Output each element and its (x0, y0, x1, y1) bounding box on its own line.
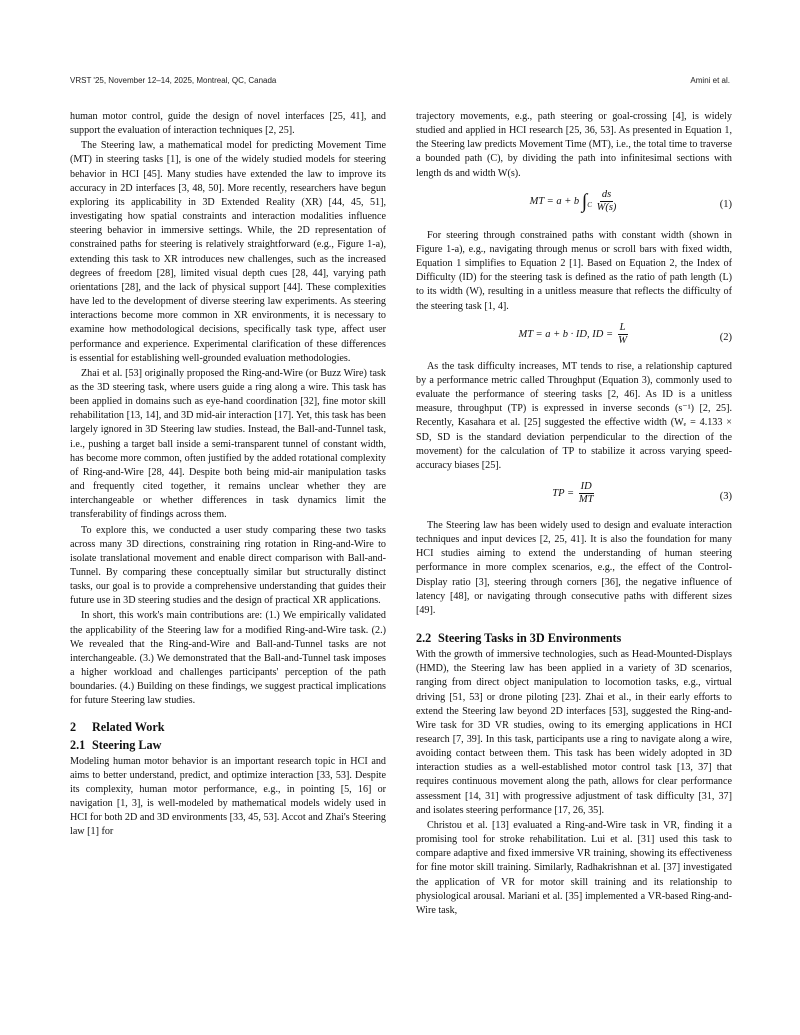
paragraph: Zhai et al. [53] originally proposed the Ring-and-Wire (or Buzz Wire) task as the 3D steering task, where users guide a ring along a wire. This task has been applied in domains such as eye-hand coordination [32], fine motor skill rehabilitation [13, 14], and 3D mid-air interaction [17]. Yet, this task has been largely ignored in 3D Steering law studies. Instead, the Ball-and-Tunnel task, i.e., pushing a target ball inside a semi-transparent tunnel of constant width, has become more common, often justified by the added rotational complexity of Ring-and-Wire [28, 44]. Despite both being mid-air manipulation tasks and frequently cited together, it remains unclear whether they are interchangeable or whether differences in task dynamics limit the transferability of findings across them. (70, 367, 386, 521)
subsection-heading (416, 630, 732, 646)
subsection-heading (70, 737, 386, 753)
paragraph: With the growth of immersive technologies, such as Head-Mounted-Displays (HMD), the Steering law has been applied in a variety of 3D scenarios, ranging from direct object manipulation to locomotion tasks, e.g., virtual driving [51, 53] or drone piloting [23]. Zhai et al., in their early efforts to extend the Steering law beyond 2D interfaces [53], suggested the Ring-and-Wire task for 3D VR studies, owing to its emerging applications in HCI research [7, 39]. In this task, participants use a ring to navigate along a wire, avoiding contact between them. This task has been widely adopted in 3D interaction studies as a well-established motor control task [13, 37] that requires continuous movement along the path, allows for clear performance assessment [14, 31] with progressive adjustment of task difficulty [31, 37] and isolates steering performance [17, 26, 35]. (416, 649, 732, 816)
paragraph: To explore this, we conducted a user study comparing these two tasks across many 3D directions, constraining ring rotation in Ring-and-Wire to isolate translational movement and enable direct comparison with Ball-and-Tunnel. By comparing these conceptually similar but structurally distinct tasks, our goal is to provide a comprehensive understanding that guides their future use in 3D steering studies and the design of practical XR applications. (70, 524, 386, 607)
section-title: Related Work (92, 719, 165, 734)
equation-number: (3) (719, 490, 732, 502)
running-header (70, 76, 730, 90)
paragraph: The Steering law, a mathematical model for predicting Movement Time (MT) in steering tasks [1], is one of the widely studied models for steering behavior in HCI [45]. Many studies have extended the law to improve its accuracy in 2D interfaces [3, 48, 50]. More recently, researchers have begun exploring its applicability in 3D Extended Reality (XR) [44, 45, 51], investigating how spatial constraints and interaction modalities influence steering behavior in immersive settings. While, the 2D representation of constrained paths for steering is relatively straightforward (e.g., Figure 1-a), extending this task to XR introduces new challenges, such as the increased degrees of freedom [28], limited visual depth cues [28, 44], varying path orientations [28], and the lack of physical support [44]. These complexities have led to the development of diverse steering law experiments. As steering interactions become more common in XR environments, it is necessary to examine how methodological decisions, specifically task type, affect user performance and experience. Experimental clarification of these differences is essential for establishing well-grounded evaluation methodologies. (70, 140, 386, 364)
equation-2: MT = a + b · ID, ID = $\frac{L}{W}$ (2) (518, 321, 732, 346)
paragraph: As the task difficulty increases, MT tends to rise, a relationship captured by a performance metric called Throughput (Equation 3), commonly used to evaluate the performance of steering tasks [2, 46]. As ID is a unitless measure, throughput (TP) is expressed in inverse seconds (s⁻¹) [2, 25]. Recently, Kasahara et al. [25] suggested the effective width (Wₑ = 4.133 × SD, SD is the standard deviation perpendicular to the direction of the movement) for the calculation of TP to stabilize it across varying speed-accuracy biases [25]. (416, 360, 732, 471)
paragraph: The Steering law has been widely used to design and evaluate interaction techniques and input devices [2, 25, 41]. It is also the foundation for many HCI studies aiming to extend the understanding of human steering performance in more complex scenarios, e.g., the effect of the Control-Display ratio [3], steering through corners [36], the negative influence of latency [48], or navigating through consecutive paths with different sizes [49]. (416, 519, 732, 616)
subsection-number: 2.1 (70, 737, 86, 752)
subsection-title: Steering Law (92, 737, 162, 752)
section-heading (70, 719, 386, 735)
paragraph: For steering through constrained paths with constant width (shown in Figure 1-a), e.g., navigating through menus or scroll bars with fixed width, Equation 1 simplifies to Equation 2 [1]. Based on Equation 2, the Index of Difficulty (ID) for the steering task is defined as the ratio of path length (L) to its width (W), resulting in a unitless measure that reflects the difficulty of the steering task [1, 4]. (416, 229, 732, 312)
paragraph: trajectory movements, e.g., path steering or goal-crossing [4], is widely studied and applied in HCI research [25, 36, 53]. As presented in Equation 1, the Steering law predicts Movement Time (MT), i.e., the total time to traverse a bounded path (C), by dividing the path into infinitesimal sections with length ds and width W(s). (416, 111, 732, 179)
paragraph: Christou et al. [13] evaluated a Ring-and-Wire task in VR, finding it a promising tool for stroke rehabilitation. Lui et al. [31] used this task to compare adaptive and fixed immersive VR training, showing its effectiveness for fine motor skill training. Similarly, Radhakrishnan et al. [37] investigated the application of VR for motor skill training and its relationship to physiological arousal. Mariani et al. [35] implemented a VR-based Ring-and-Wire task, (416, 819, 732, 916)
equation-3: TP = $\frac{ID}{MT}$ (3) (552, 480, 732, 505)
left-column (70, 110, 386, 840)
right-column (416, 110, 732, 918)
paragraph: Modeling human motor behavior is an important research topic in HCI and aims to better understand, predict, and optimize interaction [33, 53]. Despite its complexity, human motor performance, e.g., in pointing [5, 16] or navigation [1, 3], is well-modeled by mathematical models widely used in HCI for both 2D and 3D environments [33, 45, 53]. Accot and Zhai's Steering law [1] for (70, 755, 386, 838)
paragraph: human motor control, guide the design of novel interfaces [25, 41], and support the evaluation of interaction techniques [2, 25]. (70, 111, 386, 137)
subsection-title: Steering Tasks in 3D Environments (438, 631, 622, 646)
header-authors: Amini et al. (690, 76, 730, 85)
header-venue: VRST '25, November 12–14, 2025, Montreal, QC, Canada (70, 76, 277, 85)
paragraph: In short, this work's main contributions are: (1.) We empirically validated the applicability of the Steering law for a modified Ring-and-Wire task. (2.) We revealed that the Ring-and-Wire and Ball-and-Tunnel tasks are not interchangeable. (3.) We demonstrated that the Ball-and-Tunnel task imposes a higher workload and challenges participants' perception of the path boundaries. (4.) Building on these findings, we suggest practical implications for future Steering law studies. (70, 610, 386, 707)
equation-1: MT = a + b $\int_C$ $\frac{ds}{W(s)}$ (1) (529, 188, 732, 213)
equation-number: (1) (719, 198, 732, 210)
section-number: 2 (70, 719, 77, 734)
equation-number: (2) (719, 331, 732, 343)
subsection-number: 2.2 (416, 631, 432, 646)
